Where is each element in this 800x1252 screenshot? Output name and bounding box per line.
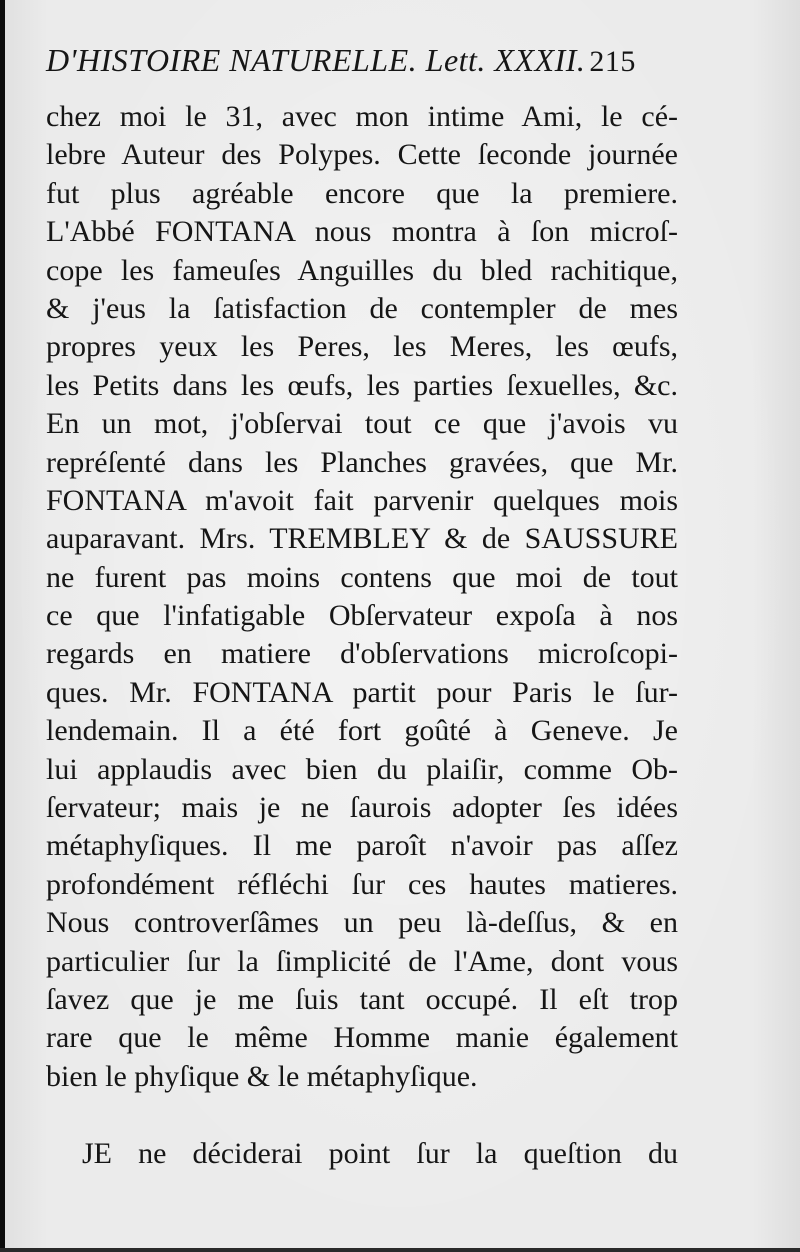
text-line: auparavant. Mrs. TREMBLEY & de SAUSSURE xyxy=(46,522,678,556)
text-line: métaphyſiques. Il me paroît n'avoir pas aſſez xyxy=(46,829,678,863)
text-line: JE ne déciderai point ſur la queſtion du xyxy=(82,1137,678,1170)
text-line: lendemain. Il a été fort goûté à Geneve. Je xyxy=(46,714,678,748)
text-line: ſervateur; mais je ne ſaurois adopter ſes idées xyxy=(46,791,678,825)
text-line: cope les fameuſes Anguilles du bled rachitique, xyxy=(46,253,678,287)
text-line: lebre Auteur des Polypes. Cette ſeconde journée xyxy=(46,138,678,172)
text-line: FONTANA m'avoit fait parvenir quelques mois xyxy=(46,483,678,517)
text-line: propres yeux les Peres, les Meres, les œufs, xyxy=(46,330,678,364)
running-title: D'HISTOIRE NATURELLE. Lett. XXXII. xyxy=(46,42,586,78)
text-line: chez moi le 31, avec mon intime Ami, le cé- xyxy=(46,100,678,133)
paragraph-1 xyxy=(46,98,678,1096)
text-line: En un mot, j'obſervai tout ce que j'avois vu xyxy=(46,407,678,441)
text-line: rare que le même Homme manie également xyxy=(46,1021,678,1055)
text-line: L'Abbé FONTANA nous montra à ſon microſ- xyxy=(46,215,678,249)
text-line-last: bien le phyſique & le métaphyſique. xyxy=(46,1059,478,1093)
text-line: ques. Mr. FONTANA partit pour Paris le ſur- xyxy=(46,675,678,709)
text-line: les Petits dans les œufs, les parties ſexuelles, &c. xyxy=(46,368,678,402)
paragraph-2 xyxy=(46,1135,678,1173)
text-line: particulier ſur la ſimplicité de l'Ame, dont vous xyxy=(46,944,678,978)
running-head xyxy=(46,38,682,82)
text-line: profondément réfléchi ſur ces hautes matieres. xyxy=(46,867,678,901)
text-line: ſavez que je me ſuis tant occupé. Il eſt trop xyxy=(46,982,678,1016)
text-line: ne furent pas moins contens que moi de tout xyxy=(46,560,678,594)
text-line: regards en matiere d'obſervations microſcopi- xyxy=(46,637,678,671)
text-line: repréſenté dans les Planches gravées, que Mr. xyxy=(46,445,678,479)
text-line: fut plus agréable encore que la premiere. xyxy=(46,176,678,210)
text-line: lui applaudis avec bien du plaiſir, comme Ob- xyxy=(46,752,678,786)
text-line: ce que l'infatigable Obſervateur expoſa à nos xyxy=(46,599,678,633)
text-line: Nous controverſâmes un peu là-deſſus, & en xyxy=(46,906,678,940)
page-number: 215 xyxy=(589,45,636,78)
text-line: & j'eus la ſatisfaction de contempler de mes xyxy=(46,291,678,325)
